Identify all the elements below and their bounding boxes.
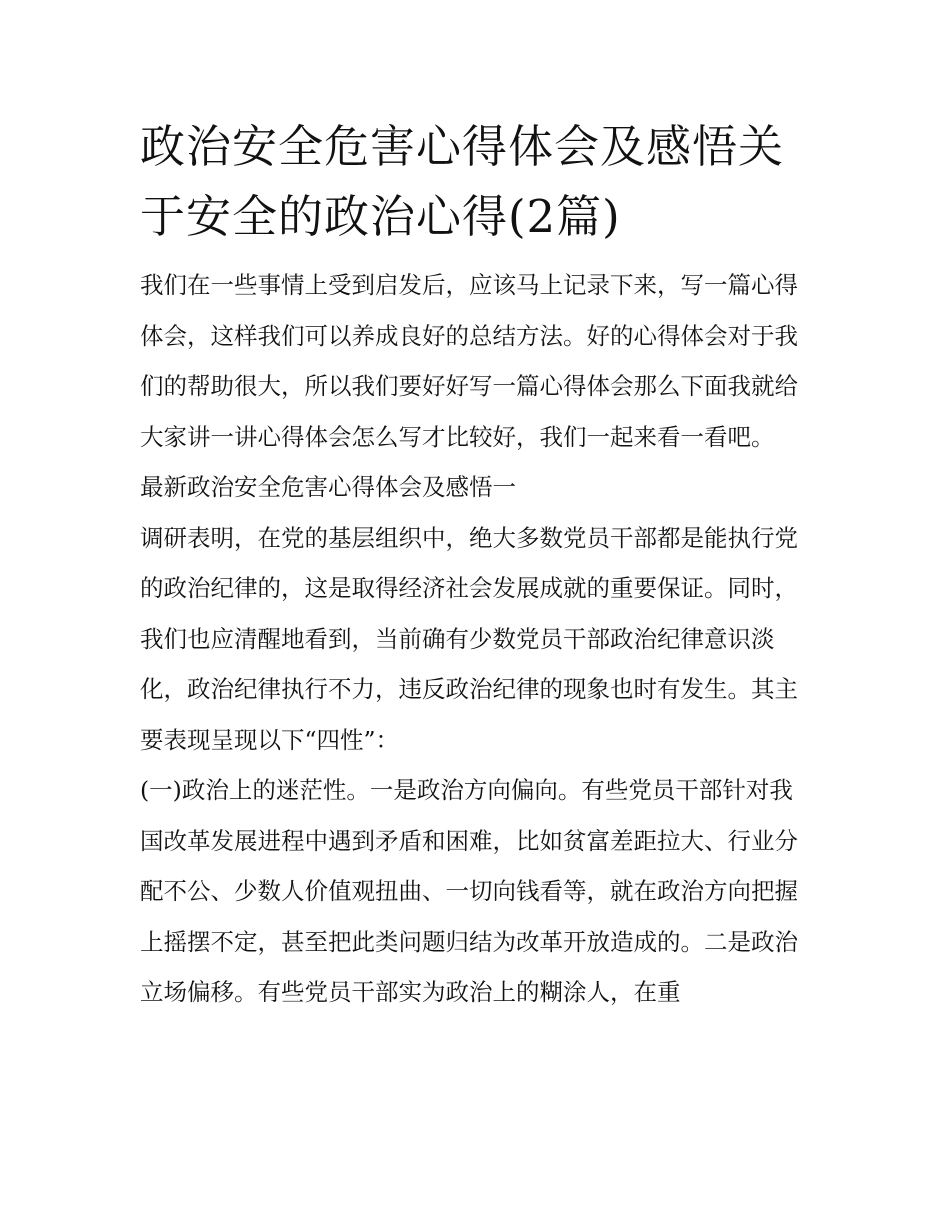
intro-paragraph: 我们在一些事情上受到启发后，应该马上记录下来，写一篇心得体会，这样我们可以养成良好的总结方法。好的心得体会对于我们的帮助很大，所以我们要好好写一篇心得体会那么下面我就给大家讲一讲心得体会怎么写才比较好，我们一起来看一看吧。 — [140, 271, 798, 451]
body-paragraph: 调研表明，在党的基层组织中，绝大多数党员干部都是能执行党的政治纪律的，这是取得经济社会发展成就的重要保证。同时，我们也应清醒地看到，当前确有少数党员干部政治纪律意识淡化，政治纪律执行不力，违反政治纪律的现象也时有发生。其主要表现呈现以下“四性”： — [140, 523, 798, 754]
body-paragraph: (一)政治上的迷茫性。一是政治方向偏向。有些党员干部针对我国改革发展进程中遇到矛盾和困难，比如贫富差距拉大、行业分配不公、少数人价值观扭曲、一切向钱看等，就在政治方向把握上摇摆不定，甚至把此类问题归结为改革开放造成的。二是政治立场偏移。有些党员干部实为政治上的糊涂人，在重 — [140, 776, 798, 1006]
document-content — [140, 112, 812, 1018]
document-title: 政治安全危害心得体会及感悟关于安全的政治心得(2篇) — [140, 120, 785, 243]
section-heading: 最新政治安全危害心得体会及感悟一 — [140, 473, 516, 501]
document-body — [140, 260, 812, 1018]
